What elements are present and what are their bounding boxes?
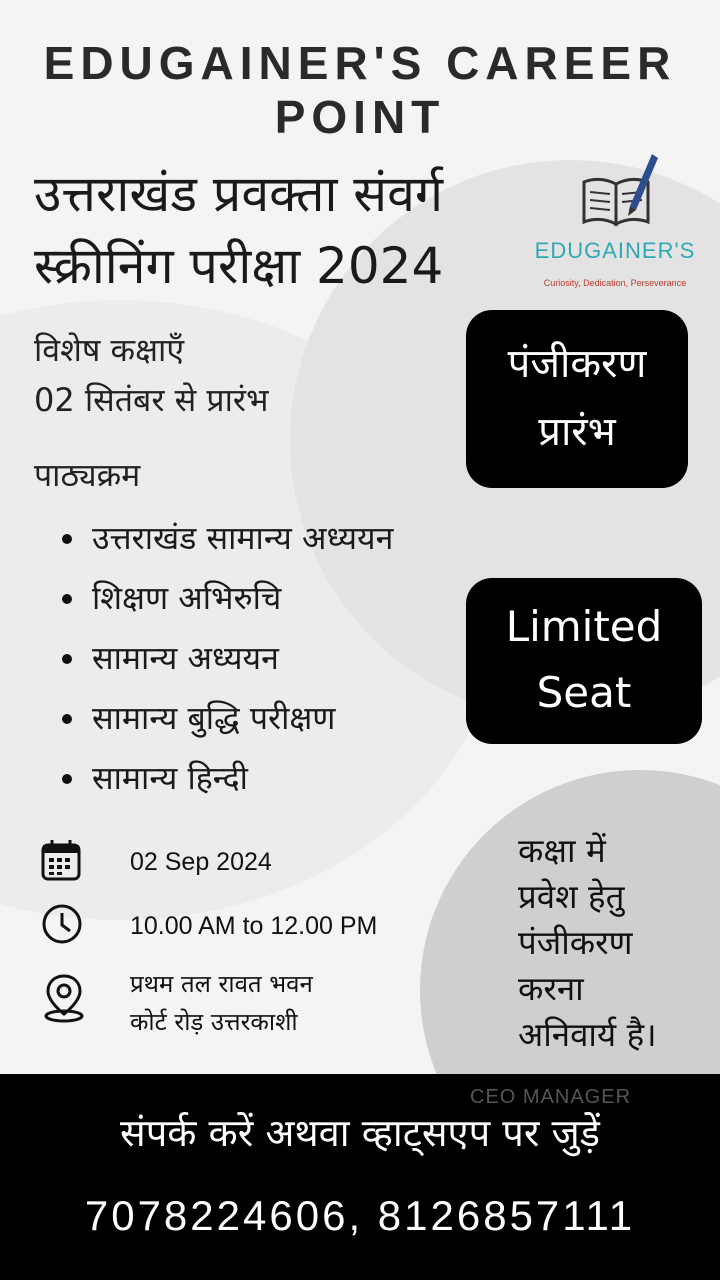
footer-phone-numbers[interactable]: 7078224606, 8126857111	[84, 1192, 636, 1239]
venue-line2: कोर्ट रोड़ उत्तरकाशी	[130, 1008, 298, 1036]
syllabus-item: सामान्य हिन्दी	[58, 748, 393, 808]
event-venue	[130, 965, 313, 1041]
event-time: 10.00 AM to 12.00 PM	[130, 912, 378, 940]
registration-badge-line2: प्रारंभ	[538, 409, 616, 455]
main-title	[34, 158, 554, 302]
admission-note-line: पंजीकरण	[518, 923, 633, 962]
registration-badge	[466, 310, 688, 488]
footer-contact-text: संपर्क करें अथवा व्हाट्सएप पर जुड़ें	[120, 1111, 600, 1155]
logo	[530, 148, 700, 298]
event-date: 02 Sep 2024	[130, 848, 272, 876]
limited-seat-line2: Seat	[536, 668, 632, 717]
admission-note-line: कक्षा में	[518, 831, 606, 870]
admission-note-line: करना	[518, 969, 584, 1008]
book-pen-icon	[578, 148, 658, 230]
header-title: EDUGAINER'S CAREER POINT	[43, 37, 677, 143]
logo-tagline: Curiosity, Dedication, Perseverance	[543, 278, 687, 288]
special-classes-line2: 02 सितंबर से प्रारंभ	[34, 381, 269, 419]
special-classes	[34, 325, 268, 425]
limited-seat-line1: Limited	[505, 602, 663, 651]
admission-note-line: अनिवार्य है।	[518, 1015, 657, 1054]
registration-badge-line1: पंजीकरण	[507, 341, 647, 387]
syllabus-item: उत्तराखंड सामान्य अध्ययन	[58, 508, 393, 568]
syllabus-item: शिक्षण अभिरुचि	[58, 568, 393, 628]
venue-line1: प्रथम तल रावत भवन	[130, 970, 313, 998]
admission-note	[518, 828, 718, 1058]
clock-icon	[40, 902, 84, 946]
limited-seat-badge	[466, 578, 702, 744]
syllabus-title: पाठ्यक्रम	[34, 456, 141, 494]
syllabus-item: सामान्य अध्ययन	[58, 628, 393, 688]
admission-note-line: प्रवेश हेतु	[518, 877, 625, 916]
main-title-line1: उत्तराखंड प्रवक्ता संवर्ग	[34, 165, 444, 223]
syllabus-list	[58, 508, 393, 808]
calendar-icon	[40, 838, 82, 882]
footer-watermark: CEO MANAGER	[470, 1086, 632, 1108]
syllabus-item: सामान्य बुद्धि परीक्षण	[58, 688, 393, 748]
location-pin-icon	[40, 972, 88, 1024]
main-title-line2: स्क्रीनिंग परीक्षा 2024	[34, 237, 444, 295]
footer	[0, 1074, 720, 1280]
special-classes-line1: विशेष कक्षाएँ	[34, 331, 185, 369]
logo-name: EDUGAINER'S	[534, 238, 696, 263]
